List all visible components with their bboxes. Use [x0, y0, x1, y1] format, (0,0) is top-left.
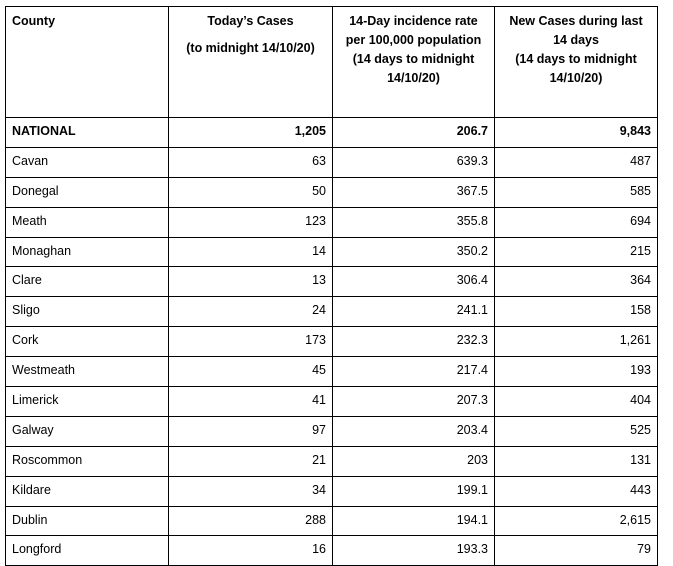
county-cell: Longford [6, 536, 169, 566]
header-new-cases-line1: New Cases during last [509, 14, 643, 28]
table-row-national [6, 118, 658, 148]
incidence-rate-cell: 350.2 [333, 237, 495, 267]
new-cases-cell: 364 [495, 267, 658, 297]
new-cases-cell: 158 [495, 297, 658, 327]
incidence-rate-cell: 367.5 [333, 177, 495, 207]
todays-cases-cell: 13 [169, 267, 333, 297]
incidence-rate-cell: 199.1 [333, 476, 495, 506]
county-cell: Galway [6, 416, 169, 446]
covid-county-table [5, 6, 658, 566]
header-incidence-line2: per 100,000 population [345, 33, 482, 47]
todays-cases-cell: 34 [169, 476, 333, 506]
incidence-rate-cell: 355.8 [333, 207, 495, 237]
county-cell: Kildare [6, 476, 169, 506]
county-cell: Clare [6, 267, 169, 297]
table-row [6, 536, 658, 566]
incidence-rate-cell: 207.3 [333, 387, 495, 417]
table-row [6, 297, 658, 327]
header-todays-cases [169, 7, 333, 118]
new-cases-cell: 487 [495, 147, 658, 177]
new-cases-cell: 9,843 [495, 118, 658, 148]
table-row [6, 177, 658, 207]
new-cases-cell: 1,261 [495, 327, 658, 357]
county-cell: NATIONAL [6, 118, 169, 148]
county-cell: Sligo [6, 297, 169, 327]
county-cell: Meath [6, 207, 169, 237]
incidence-rate-cell: 203 [333, 446, 495, 476]
todays-cases-cell: 41 [169, 387, 333, 417]
header-new-cases-line3: (14 days to midnight [515, 52, 637, 66]
header-incidence-line4: 14/10/20) [387, 71, 440, 85]
county-cell: Limerick [6, 387, 169, 417]
incidence-rate-cell: 206.7 [333, 118, 495, 148]
new-cases-cell: 525 [495, 416, 658, 446]
new-cases-cell: 585 [495, 177, 658, 207]
todays-cases-cell: 14 [169, 237, 333, 267]
incidence-rate-cell: 203.4 [333, 416, 495, 446]
table-row [6, 476, 658, 506]
table-row [6, 327, 658, 357]
incidence-rate-cell: 193.3 [333, 536, 495, 566]
covid-county-table-container [5, 6, 658, 566]
incidence-rate-cell: 241.1 [333, 297, 495, 327]
todays-cases-cell: 45 [169, 357, 333, 387]
table-row [6, 416, 658, 446]
incidence-rate-cell: 232.3 [333, 327, 495, 357]
incidence-rate-cell: 194.1 [333, 506, 495, 536]
table-row [6, 387, 658, 417]
header-incidence-line1: 14-Day incidence rate [349, 14, 478, 28]
new-cases-cell: 131 [495, 446, 658, 476]
table-row [6, 237, 658, 267]
table-row [6, 446, 658, 476]
table-row [6, 267, 658, 297]
todays-cases-cell: 173 [169, 327, 333, 357]
todays-cases-cell: 21 [169, 446, 333, 476]
county-cell: Monaghan [6, 237, 169, 267]
county-cell: Donegal [6, 177, 169, 207]
county-cell: Roscommon [6, 446, 169, 476]
header-todays-cases-sub: (to midnight 14/10/20) [186, 41, 315, 55]
todays-cases-cell: 16 [169, 536, 333, 566]
todays-cases-cell: 97 [169, 416, 333, 446]
county-cell: Cavan [6, 147, 169, 177]
new-cases-cell: 2,615 [495, 506, 658, 536]
header-new-cases-line2: 14 days [553, 33, 599, 47]
table-row [6, 506, 658, 536]
new-cases-cell: 79 [495, 536, 658, 566]
todays-cases-cell: 63 [169, 147, 333, 177]
incidence-rate-cell: 217.4 [333, 357, 495, 387]
todays-cases-cell: 50 [169, 177, 333, 207]
new-cases-cell: 694 [495, 207, 658, 237]
header-new-cases [495, 7, 658, 118]
incidence-rate-cell: 306.4 [333, 267, 495, 297]
header-todays-cases-label: Today’s Cases [207, 14, 294, 28]
table-row [6, 207, 658, 237]
new-cases-cell: 215 [495, 237, 658, 267]
table-row [6, 147, 658, 177]
header-new-cases-line4: 14/10/20) [549, 71, 603, 85]
incidence-rate-cell: 639.3 [333, 147, 495, 177]
new-cases-cell: 443 [495, 476, 658, 506]
todays-cases-cell: 288 [169, 506, 333, 536]
table-row [6, 357, 658, 387]
header-incidence-line3: (14 days to midnight [352, 52, 475, 66]
todays-cases-cell: 24 [169, 297, 333, 327]
header-county [6, 7, 169, 118]
county-cell: Cork [6, 327, 169, 357]
todays-cases-cell: 1,205 [169, 118, 333, 148]
header-row [6, 7, 658, 118]
county-cell: Dublin [6, 506, 169, 536]
new-cases-cell: 404 [495, 387, 658, 417]
county-cell: Westmeath [6, 357, 169, 387]
header-county-label: County [12, 14, 56, 28]
todays-cases-cell: 123 [169, 207, 333, 237]
header-incidence-rate [333, 7, 495, 118]
new-cases-cell: 193 [495, 357, 658, 387]
